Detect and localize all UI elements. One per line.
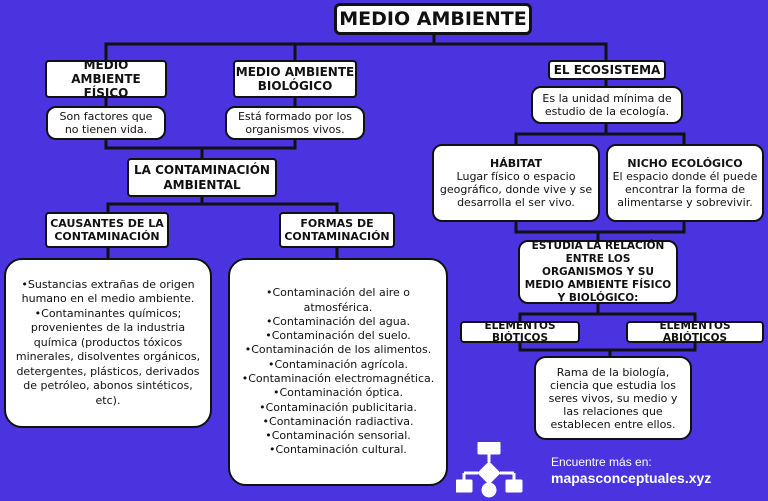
ecosistema-node (548, 60, 666, 80)
formas-item: •Contaminación publicitaria. (259, 400, 417, 414)
habitat-node (432, 144, 600, 222)
rama-node (534, 356, 692, 440)
estudia-node (518, 240, 678, 304)
formas-item: •Contaminación óptica. (272, 386, 404, 400)
biologico-desc-node (225, 106, 365, 140)
formas-item: •Contaminación del suelo. (265, 329, 411, 343)
causantes-item: •Sustancias extrañas de origen humano en el medio ambiente. (21, 277, 195, 306)
bioticos-text: ELEMENTOS BIÓTICOS (484, 320, 556, 344)
biologico-desc: Está formado por los organismos vivos. (237, 110, 353, 136)
nicho-node (606, 144, 764, 222)
formas-item: •Contaminación cultural. (269, 443, 407, 457)
formas-title: FORMAS DE CONTAMINACIÓN (284, 217, 390, 243)
formas-item: •Contaminación electromagnética. (241, 372, 435, 385)
fisico-node (45, 60, 167, 98)
nicho-desc: El espacio donde él puede encontrar la forma de alimentarse y sobrevivir. (612, 170, 758, 209)
abioticos-text: ELEMENTOS ABIÓTICOS (659, 320, 731, 344)
footer-link[interactable]: mapasconceptuales.xyz (551, 470, 712, 486)
estudia-text: ESTUDIA LA RELACIÓN ENTRE LOS ORGANISMOS Y SU MEDIO AMBIENTE FÍSICO Y BIOLÓGICO: (524, 239, 672, 304)
main-title (334, 3, 532, 35)
formas-node (279, 212, 395, 248)
formas-item: •Contaminación sensorial. (265, 429, 411, 443)
ecosistema-desc: Es la unidad mínima de estudio de la ecología. (542, 92, 672, 118)
formas-item: •Contaminación de los alimentos. (244, 343, 432, 357)
habitat-desc: Lugar físico o espacio geográfico, donde vive y se desarrolla el ser vivo. (439, 170, 593, 209)
causantes-list (4, 258, 212, 428)
footer-line1: Encuentre más en: (551, 455, 652, 469)
fisico-title: MEDIO AMBIENTE FÍSICO (71, 58, 141, 100)
fisico-desc: Son factores que no tienen vida. (59, 110, 153, 136)
main-title-text: MEDIO AMBIENTE (339, 8, 527, 30)
formas-list (228, 258, 448, 486)
flowchart-logo-icon (456, 442, 528, 498)
contaminacion-title: LA CONTAMINACIÓN AMBIENTAL (134, 162, 270, 192)
contaminacion-node (127, 158, 277, 197)
habitat-title: HÁBITAT (489, 157, 542, 170)
ecosistema-title: EL ECOSISTEMA (553, 63, 661, 77)
fisico-desc-node (46, 106, 166, 140)
nicho-title: NICHO ECOLÓGICO (627, 157, 743, 170)
bioticos-node (460, 321, 580, 343)
ecosistema-desc-node (531, 86, 683, 124)
causantes-item: •Contaminantes químicos; provenientes de la industria química (productos tóxicos minerales, disolventes orgánicos, detergentes, plásticos, derivados de petróleo, abonos sintéticos, etc). (15, 306, 201, 407)
abioticos-node (626, 321, 764, 343)
causantes-node (45, 212, 169, 248)
rama-text: Rama de la biología, ciencia que estudia los seres vivos, su medio y las relaciones que establecen entre ellos. (548, 365, 678, 431)
formas-item: •Contaminación del agua. (266, 314, 410, 328)
formas-item: •Contaminación agrícola. (267, 357, 409, 371)
biologico-node (233, 60, 357, 98)
footer (551, 455, 711, 486)
causantes-title: CAUSANTES DE LA CONTAMINACIÓN (50, 217, 164, 243)
biologico-title: MEDIO AMBIENTE BIOLÓGICO (235, 65, 355, 93)
formas-item: •Contaminación del aire o atmosférica. (265, 286, 411, 314)
formas-item: •Contaminación radiactiva. (262, 414, 414, 428)
